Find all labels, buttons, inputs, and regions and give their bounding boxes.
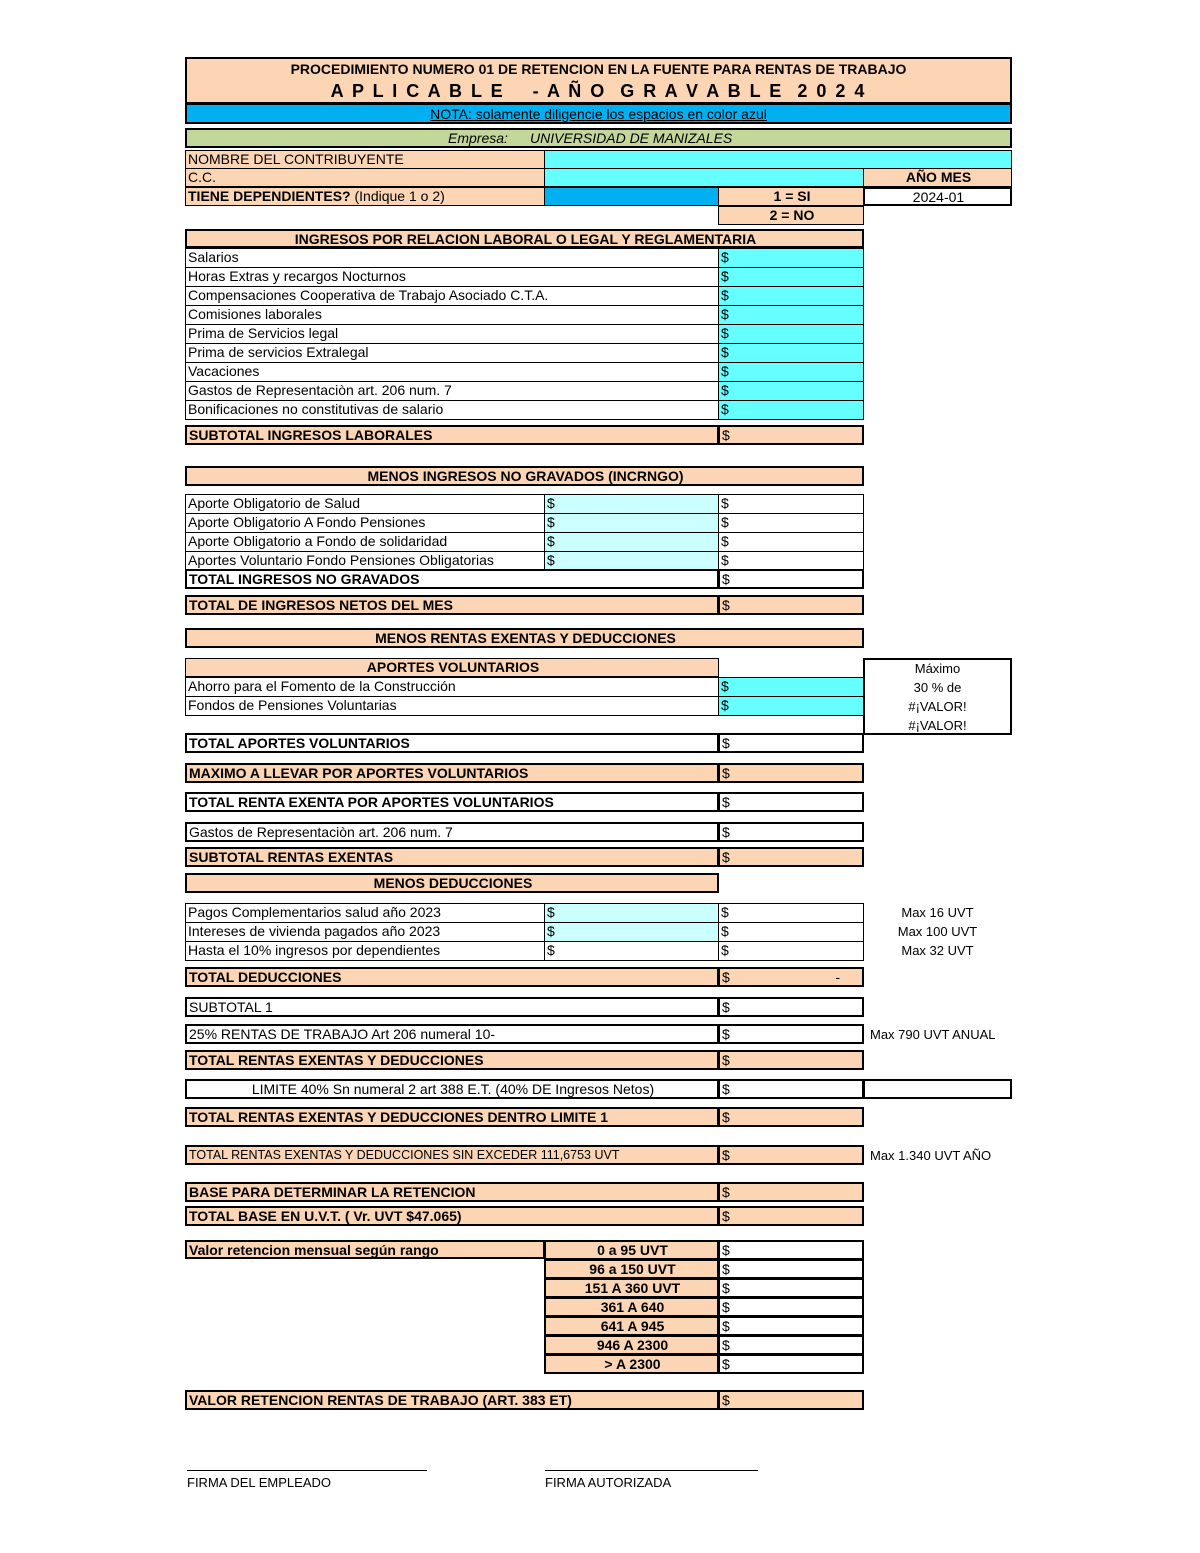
- income-item-input[interactable]: $: [718, 305, 864, 325]
- voluntary-item-1-label: Ahorro para el Fomento de la Construcción: [185, 677, 719, 697]
- deduction-item-label: Pagos Complementarios salud año 2023: [185, 903, 545, 923]
- base-value: $: [718, 1182, 864, 1202]
- max-note-line-4: #¡VALOR!: [908, 718, 967, 733]
- income-item-input[interactable]: $: [718, 343, 864, 363]
- within-limit-value: $: [718, 1107, 864, 1127]
- uvt-label: TOTAL BASE EN U.V.T. ( Vr. UVT $47.065): [185, 1206, 719, 1226]
- voluntary-item-2-input[interactable]: $: [718, 696, 864, 716]
- authorized-signature-line: [545, 1470, 758, 1471]
- max-voluntary-label: MAXIMO A LLEVAR POR APORTES VOLUNTARIOS: [185, 763, 719, 783]
- income-item-input[interactable]: $: [718, 362, 864, 382]
- non-taxed-item-value: $: [718, 513, 864, 533]
- range-value: $: [718, 1316, 864, 1336]
- net-income-label: TOTAL DE INGRESOS NETOS DEL MES: [185, 595, 719, 615]
- range-value: $: [718, 1354, 864, 1374]
- deduction-item-input[interactable]: $: [544, 922, 719, 942]
- option-yes: 1 = SI: [718, 187, 864, 206]
- voluntary-item-2-label: Fondos de Pensiones Voluntarias: [185, 696, 719, 716]
- deduction-item-input[interactable]: $: [544, 903, 719, 923]
- max-voluntary-value: $: [718, 763, 864, 783]
- income-item-label: Prima de Servicios legal: [185, 324, 719, 344]
- total-deductions-currency: $: [722, 969, 730, 985]
- non-taxed-item-input[interactable]: $: [544, 513, 719, 533]
- non-taxed-item-value: $: [718, 551, 864, 571]
- non-taxed-item-label: Aporte Obligatorio de Salud: [185, 494, 545, 514]
- dependents-label-bold: TIENE DEPENDIENTES?: [188, 188, 351, 204]
- range-value: $: [718, 1240, 864, 1260]
- year-month-label: AÑO MES: [863, 168, 1012, 187]
- income-item-input[interactable]: $: [718, 286, 864, 306]
- deduction-item-label: Hasta el 10% ingresos por dependientes: [185, 941, 545, 961]
- form-subtitle: A P L I C A B L E - A Ñ O G R A V A B L E 2 0 2 4: [330, 81, 867, 101]
- income-item-input[interactable]: $: [718, 248, 864, 268]
- income-item-label: Comisiones laborales: [185, 305, 719, 325]
- non-taxed-item-value: $: [718, 532, 864, 552]
- option-no: 2 = NO: [718, 206, 864, 225]
- contributor-name-input[interactable]: [544, 150, 1012, 169]
- total-voluntary-value: $: [718, 733, 864, 753]
- employee-signature-label: FIRMA DEL EMPLEADO: [187, 1475, 331, 1490]
- representation-label: Gastos de Representaciòn art. 206 num. 7: [185, 822, 719, 842]
- range-label: 96 a 150 UVT: [544, 1259, 719, 1279]
- total-exempt-voluntary-label: TOTAL RENTA EXENTA POR APORTES VOLUNTARIOS: [185, 792, 719, 812]
- range-label: > A 2300: [544, 1354, 719, 1374]
- pct25-note: Max 790 UVT ANUAL: [870, 1027, 996, 1042]
- subtotal-exempt-value: $: [718, 847, 864, 867]
- non-taxed-item-label: Aporte Obligatorio a Fondo de solidaridad: [185, 532, 545, 552]
- voluntary-item-1-input[interactable]: $: [718, 677, 864, 697]
- total-voluntary-label: TOTAL APORTES VOLUNTARIOS: [185, 733, 719, 753]
- non-taxed-item-input[interactable]: $: [544, 532, 719, 552]
- income-item-label: Prima de servicios Extralegal: [185, 343, 719, 363]
- income-item-input[interactable]: $: [718, 267, 864, 287]
- range-label: 0 a 95 UVT: [544, 1240, 719, 1260]
- base-label: BASE PARA DETERMINAR LA RETENCION: [185, 1182, 719, 1202]
- year-month-value: 2024-01: [863, 187, 1012, 206]
- income-item-input[interactable]: $: [718, 324, 864, 344]
- company-name: UNIVERSIDAD DE MANIZALES: [530, 130, 733, 146]
- max-note-line-3: #¡VALOR!: [908, 699, 967, 714]
- income-title: INGRESOS POR RELACION LABORAL O LEGAL Y REGLAMENTARIA: [185, 229, 864, 248]
- range-label: 361 A 640: [544, 1297, 719, 1317]
- deduction-item-note: Max 16 UVT: [901, 905, 974, 920]
- deductions-title: MENOS DEDUCCIONES: [185, 873, 719, 893]
- non-taxed-item-input[interactable]: $: [544, 494, 719, 514]
- max-note-line-1: Máximo: [914, 661, 961, 676]
- income-item-label: Gastos de Representaciòn art. 206 num. 7: [185, 381, 719, 401]
- dependents-label: [185, 187, 545, 206]
- total-deductions-label: TOTAL DEDUCCIONES: [185, 967, 719, 987]
- income-subtotal-value: $: [718, 425, 864, 445]
- limit40-extra: [863, 1079, 1012, 1099]
- income-subtotal-label: SUBTOTAL INGRESOS LABORALES: [185, 425, 719, 445]
- range-value: $: [718, 1259, 864, 1279]
- income-item-label: Vacaciones: [185, 362, 719, 382]
- no-exceed-value: $: [718, 1145, 864, 1165]
- non-taxed-total-value: $: [718, 569, 864, 589]
- deduction-item-value: $: [718, 903, 864, 923]
- income-item-input[interactable]: $: [718, 381, 864, 401]
- limit40-value: $: [718, 1079, 864, 1099]
- within-limit-label: TOTAL RENTAS EXENTAS Y DEDUCCIONES DENTRO LIMITE 1: [185, 1107, 719, 1127]
- income-item-label: Compensaciones Cooperativa de Trabajo Asociado C.T.A.: [185, 286, 719, 306]
- deduction-item-value: $: [718, 922, 864, 942]
- ranges-label: Valor retencion mensual según rango: [185, 1240, 545, 1259]
- dependents-input[interactable]: [544, 187, 719, 206]
- note-text: NOTA: solamente diligencie los espacios en color azul: [430, 106, 767, 122]
- form-title: PROCEDIMIENTO NUMERO 01 DE RETENCION EN LA FUENTE PARA RENTAS DE TRABAJO: [290, 61, 907, 77]
- total-exempt-ded-label: TOTAL RENTAS EXENTAS Y DEDUCCIONES: [185, 1050, 719, 1070]
- range-label: 151 A 360 UVT: [544, 1278, 719, 1298]
- pct25-value: $: [718, 1024, 864, 1044]
- contributor-name-label: NOMBRE DEL CONTRIBUYENTE: [185, 150, 545, 169]
- total-deductions-value: [718, 967, 864, 987]
- voluntary-title: APORTES VOLUNTARIOS: [185, 658, 719, 677]
- deduction-item-value: $: [718, 941, 864, 961]
- subtotal1-value: $: [718, 997, 864, 1017]
- representation-value: $: [718, 822, 864, 842]
- company-label: Empresa:: [448, 130, 508, 146]
- deduction-item-label: Intereses de vivienda pagados año 2023: [185, 922, 545, 942]
- range-value: $: [718, 1297, 864, 1317]
- non-taxed-item-label: Aportes Voluntario Fondo Pensiones Obligatorias: [185, 551, 545, 571]
- cc-input[interactable]: [544, 168, 864, 187]
- total-exempt-voluntary-value: $: [718, 792, 864, 812]
- range-value: $: [718, 1335, 864, 1355]
- range-label: 641 A 945: [544, 1316, 719, 1336]
- deduction-item-note: Max 100 UVT: [897, 924, 978, 939]
- total-exempt-ded-value: $: [718, 1050, 864, 1070]
- limit40-label: LIMITE 40% Sn numeral 2 art 388 E.T. (40% DE Ingresos Netos): [185, 1079, 719, 1099]
- range-label: 946 A 2300: [544, 1335, 719, 1355]
- non-taxed-item-label: Aporte Obligatorio A Fondo Pensiones: [185, 513, 545, 533]
- income-item-label: Salarios: [185, 248, 719, 268]
- no-exceed-label: TOTAL RENTAS EXENTAS Y DEDUCCIONES SIN EXCEDER 111,6753 UVT: [185, 1145, 719, 1165]
- authorized-signature-label: FIRMA AUTORIZADA: [545, 1475, 672, 1490]
- non-taxed-title: MENOS INGRESOS NO GRAVADOS (INCRNGO): [185, 466, 864, 486]
- max-note-line-2: 30 % de: [913, 680, 962, 695]
- pct25-label: 25% RENTAS DE TRABAJO Art 206 numeral 10-: [185, 1024, 719, 1044]
- subtotal-exempt-label: SUBTOTAL RENTAS EXENTAS: [185, 847, 719, 867]
- income-item-label: Bonificaciones no constitutivas de salario: [185, 400, 719, 420]
- final-label: VALOR RETENCION RENTAS DE TRABAJO (ART. 383 ET): [185, 1390, 719, 1410]
- deduction-item-input: $: [544, 941, 719, 961]
- final-value: $: [718, 1390, 864, 1410]
- exempt-title: MENOS RENTAS EXENTAS Y DEDUCCIONES: [185, 628, 864, 648]
- deduction-item-note: Max 32 UVT: [901, 943, 974, 958]
- non-taxed-item-input[interactable]: $: [544, 551, 719, 571]
- net-income-value: $: [718, 595, 864, 615]
- employee-signature-line: [187, 1470, 427, 1471]
- non-taxed-total-label: TOTAL INGRESOS NO GRAVADOS: [185, 569, 719, 589]
- non-taxed-item-value: $: [718, 494, 864, 514]
- dependents-label-hint: (Indique 1 o 2): [354, 188, 445, 204]
- income-item-label: Horas Extras y recargos Nocturnos: [185, 267, 719, 287]
- total-deductions-amount: -: [835, 969, 840, 985]
- no-exceed-note: Max 1.340 UVT AÑO: [870, 1148, 992, 1163]
- uvt-value: $: [718, 1206, 864, 1226]
- subtotal1-label: SUBTOTAL 1: [185, 997, 719, 1017]
- income-item-input[interactable]: $: [718, 400, 864, 420]
- cc-label: C.C.: [185, 168, 545, 187]
- range-value: $: [718, 1278, 864, 1298]
